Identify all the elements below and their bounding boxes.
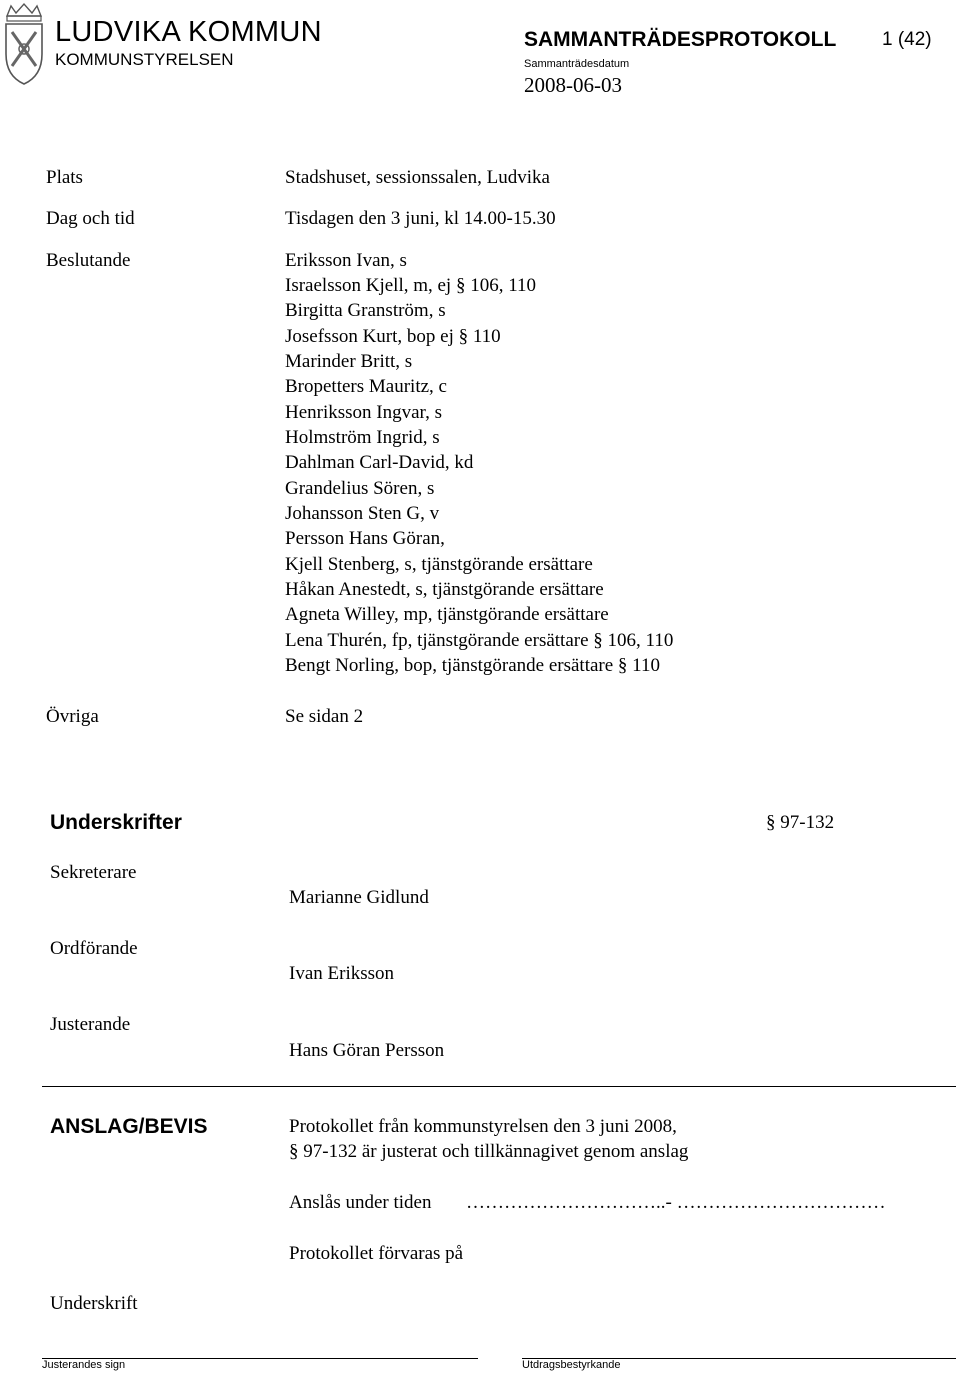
list-item: Marinder Britt, s — [285, 351, 413, 372]
anslag-heading: ANSLAG/BEVIS — [50, 1115, 208, 1138]
list-item: Kjell Stenberg, s, tjänstgörande ersättare — [285, 554, 593, 575]
list-item: Agneta Willey, mp, tjänstgörande ersättare — [285, 604, 609, 625]
beslutande-label: Beslutande — [46, 250, 131, 271]
anslas-dates: …………………………..- …………………………… — [466, 1192, 886, 1213]
forvaras-label: Protokollet förvaras på — [289, 1243, 464, 1264]
justerande-label: Justerande — [50, 1014, 131, 1035]
date-label: Sammanträdesdatum — [524, 58, 630, 70]
list-item: Lena Thurén, fp, tjänstgörande ersättare § 106, 110 — [285, 630, 674, 651]
list-item: Holmström Ingrid, s — [285, 427, 440, 448]
municipality-logo — [3, 2, 45, 86]
signatures-paragraphs: § 97-132 — [766, 812, 835, 833]
list-item: Grandelius Sören, s — [285, 478, 435, 499]
sekreterare-label: Sekreterare — [50, 862, 137, 883]
list-item: Israelsson Kjell, m, ej § 106, 110 — [285, 275, 537, 296]
list-item: Birgitta Granström, s — [285, 300, 446, 321]
anslag-line-1: Protokollet från kommunstyrelsen den 3 juni 2008, — [289, 1116, 677, 1137]
sekreterare-name: Marianne Gidlund — [289, 887, 429, 908]
list-item: Eriksson Ivan, s — [285, 250, 407, 271]
meeting-date: 2008-06-03 — [524, 73, 622, 97]
anslas-label: Anslås under tiden — [289, 1192, 432, 1213]
ordforande-label: Ordförande — [50, 938, 138, 959]
list-item: Håkan Anestedt, s, tjänstgörande ersättare — [285, 579, 604, 600]
signatures-heading: Underskrifter — [50, 811, 182, 834]
coat-of-arms-icon — [3, 2, 45, 86]
justerandes-sign-label: Justerandes sign — [42, 1359, 126, 1371]
org-name: LUDVIKA KOMMUN — [55, 16, 322, 48]
ovriga-value: Se sidan 2 — [285, 706, 364, 727]
list-item: Johansson Sten G, v — [285, 503, 440, 524]
plats-label: Plats — [46, 167, 83, 188]
list-item: Dahlman Carl-David, kd — [285, 452, 474, 473]
utdragsbestyrkande-label: Utdragsbestyrkande — [522, 1359, 621, 1371]
list-item: Bropetters Mauritz, c — [285, 376, 447, 397]
plats-value: Stadshuset, sessionssalen, Ludvika — [285, 167, 550, 188]
justerande-name: Hans Göran Persson — [289, 1040, 445, 1061]
list-item: Persson Hans Göran, — [285, 528, 445, 549]
ordforande-name: Ivan Eriksson — [289, 963, 395, 984]
document-type: SAMMANTRÄDESPROTOKOLL — [524, 28, 837, 51]
ovriga-label: Övriga — [46, 706, 99, 727]
underskrift-label: Underskrift — [50, 1293, 138, 1314]
dag-tid-value: Tisdagen den 3 juni, kl 14.00-15.30 — [285, 208, 556, 229]
divider — [42, 1086, 956, 1087]
department-name: KOMMUNSTYRELSEN — [55, 50, 234, 69]
list-item: Bengt Norling, bop, tjänstgörande ersättare § 110 — [285, 655, 660, 676]
list-item: Josefsson Kurt, bop ej § 110 — [285, 326, 501, 347]
dag-tid-label: Dag och tid — [46, 208, 135, 229]
page-info: 1 (42) — [882, 29, 932, 50]
list-item: Henriksson Ingvar, s — [285, 402, 443, 423]
anslag-line-2: § 97-132 är justerat och tillkännagivet genom anslag — [289, 1141, 689, 1162]
